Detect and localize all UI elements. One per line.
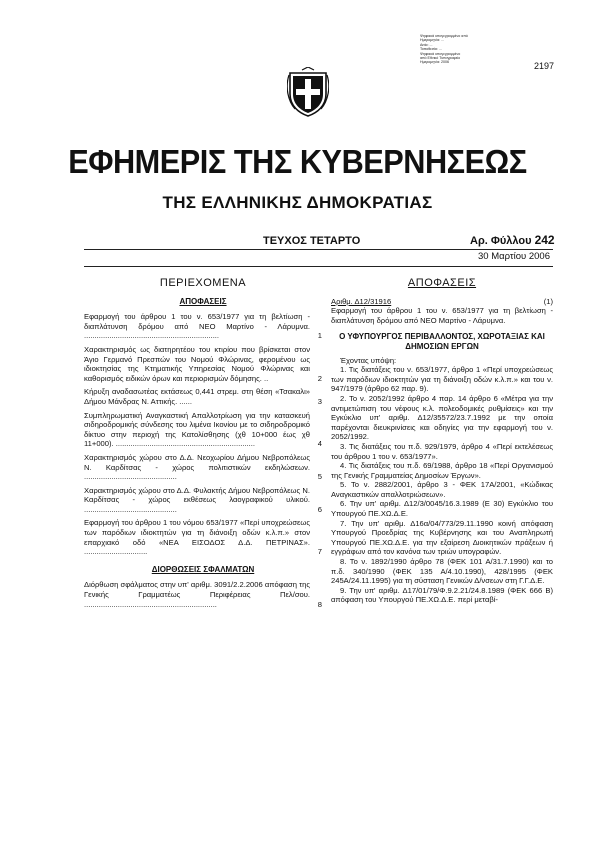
toc-entry-text: Διόρθωση σφάλματος στην υπ' αριθμ. 3091/2.2.2006 απόφαση της Γενικής Γραμματέως Περιφέρειας Πελ/σου. ............................................................... xyxy=(84,580,310,609)
toc-entry[interactable] xyxy=(84,345,322,383)
decision-paragraph: 7. Την υπ' αριθμ. Δ16α/04/773/29.11.1990 κοινή απόφαση Υπουργού Προεδρίας της Κυβέρνησης και του Αναπληρωτή Υπουργού ΠΕ.ΧΩ.Δ.Ε. για την εξαίρεση Διοικητικών πράξεων ή εγγράφων από τον κανόνα των τριών υπογραφών. xyxy=(331,518,553,557)
sheet-number xyxy=(470,233,555,247)
decision-paragraph: 1. Τις διατάξεις του ν. 653/1977, άρθρο 1 «Περί υποχρεώσεως των παρόδιων ιδιοκτητών για τη διάνοιξη οδών κ.λ.π.» και του ν. 947/1979 (άρθρο 62 παρ. 9). xyxy=(331,365,553,394)
toc-entry[interactable] xyxy=(84,580,322,609)
stamp-line: Ψηφιακά υπογεγραμμένο xyxy=(420,51,461,56)
toc-entry[interactable] xyxy=(84,387,322,406)
decision-title: Εφαρμογή του άρθρου 1 του ν. 653/1977 για τη βελτίωση - διαπλάτυνση δρόμου από ΝΕΟ Μαρτίνο - Λάρυμνα. xyxy=(331,306,553,325)
decision-paragraph: 5. Το ν. 2882/2001, άρθρο 3 - ΦΕΚ 17Α/2001, «Κώδικας Αναγκαστικών απαλλοτριώσεων». xyxy=(331,480,553,499)
toc-entry[interactable] xyxy=(84,411,322,449)
section-title-decisions: ΑΠΟΦΑΣΕΙΣ xyxy=(179,296,227,306)
toc-entry-text: Χαρακτηρισμός χώρου στο Δ.Δ. Νεοχωρίου Δήμου Νεβροπόλεως Ν. Καρδίτσας - χώρος πολιτιστικών εκδηλώσεων. ............................................ xyxy=(84,452,310,482)
decision-index: (1) xyxy=(543,296,553,306)
gazette-subtitle: ΤΗΣ ΕΛΛΗΝΙΚΗΣ ΔΗΜΟΚΡΑΤΙΑΣ xyxy=(162,193,433,212)
stamp-line: από Εθνικό Τυπογραφείο xyxy=(420,56,461,61)
stamp-line: Αιτία: ... xyxy=(420,42,433,47)
page-number: 2197 xyxy=(534,61,555,71)
toc-entry[interactable] xyxy=(84,518,322,556)
toc-entry-page: 6 xyxy=(317,504,322,514)
issue-date: 30 Μαρτίου 2006 xyxy=(478,251,550,262)
toc-entry-page: 3 xyxy=(317,396,322,406)
sheet-number-value: 242 xyxy=(534,233,555,247)
stamp-line: Ημερομηνία: 2006 xyxy=(420,60,450,65)
toc-entry-text: Συμπληρωματική Αναγκαστική Απαλλοτρίωση για την κατασκευή σιδηροδρομικής σύνδεσης του λιμένα Ικονίου με το σιδηροδρομικό δίκτυο στην περιοχή της Κατολίσθησης (χθ 10+000 έως χθ 11+000). .................................................................. xyxy=(84,410,310,449)
stamp-line: Ημερομηνία: ... xyxy=(420,38,445,43)
toc-entry-page: 1 xyxy=(317,331,322,341)
toc-entry[interactable] xyxy=(84,453,322,482)
toc-entry-text: Χαρακτηρισμός ως διατηρητέου του κτιρίου που βρίσκεται στον Άγιο Γερμανό Πρεσπών του Νομού Φλώρινας, φερομένου ως ιδιοκτησίας της Κτηματικής Υπηρεσίας Νομού Φλώρινας και καθορισμός ειδικών όρων και περιορισμών δόμησης. .. xyxy=(84,344,310,383)
toc-entry-page: 2 xyxy=(317,373,322,383)
decision-paragraph: 4. Τις διατάξεις του π.δ. 69/1988, άρθρο 18 «Περί Οργανισμού της Γενικής Γραμματείας Δημοσίων Έργων». xyxy=(331,461,553,480)
decision-reference xyxy=(331,297,553,307)
toc-entry-text: Κήρυξη αναδασωτέας εκτάσεως 0,441 στρεμ. στη θέση «Τσακαλι» Δήμου Μάνδρας Ν. Αττικής. ...... xyxy=(84,387,310,406)
decision-paragraph: 8. Το ν. 1892/1990 άρθρο 78 (ΦΕΚ 101 Α/31.7.1990) και το π.δ. 340/1990 (ΦΕΚ 135 Α/4.10.1990), 428/1995 (ΦΕΚ 245Α/24.11.1995) για τη σύσταση Γενικών Δ/νσεων στη Γ.Γ.Δ.Ε. xyxy=(331,557,553,586)
toc-entry-text: Εφαρμογή του άρθρου 1 του νόμου 653/1977 «Περί υποχρεώσεως των παρόδιων ιδιοκτητών για τη διάνοιξη οδών κ.λ.π.» στον επαρχιακό οδό «ΝΕΑ ΕΙΣΟΔΟΣ Δ.Δ. ΠΕΤΡΙΝΑΣ». .............................. xyxy=(84,518,310,557)
stamp-line: Τοποθεσία: ... xyxy=(420,47,442,52)
toc-entry[interactable] xyxy=(84,312,322,341)
issue-series: ΤΕΥΧΟΣ ΤΕΤΑΡΤΟ xyxy=(263,235,361,247)
stamp-line: Ψηφιακά υπογεγραμμένο από xyxy=(420,34,468,38)
greek-coat-of-arms-icon xyxy=(287,67,329,117)
toc-entry-text: Χαρακτηρισμός χώρου στο Δ.Δ. Φυλακτής Δήμου Νεβροπόλεως Ν. Καρδίτσας - χώρος εκθέσεως λαογραφικού υλικού. ............................................ xyxy=(84,485,310,514)
decision-intro: Έχοντας υπόψη: xyxy=(340,355,397,365)
contents-heading: ΠΕΡΙΕΧΟΜΕΝΑ xyxy=(159,277,247,289)
toc-entry-text: Εφαρμογή του άρθρου 1 του ν. 653/1977 για τη βελτίωση - διαπλάτυνση δρόμου από ΝΕΟ Μαρτίνο - Λάρυμνα. ................................................................ xyxy=(84,312,310,341)
decision-paragraph: 3. Τις διατάξεις του π.δ. 929/1979, άρθρο 4 «Περί εκτελέσεως του άρθρου 1 του ν. 653/1977». xyxy=(331,441,553,461)
decision-paragraph: 6. Την υπ' αριθμ. Δ12/3/0045/16.3.1989 (Ε 30) Εγκύκλιο του Υπουργού ΠΕ.ΧΩ.Δ.Ε. xyxy=(331,499,553,519)
sheet-number-label: Αρ. Φύλλου xyxy=(470,235,532,247)
header-rule xyxy=(84,266,553,267)
decisions-heading: ΑΠΟΦΑΣΕΙΣ xyxy=(407,277,477,289)
gazette-title: ΕΦΗΜΕΡΙΣ ΤΗΣ ΚΥΒΕΡΝΗΣΕΩΣ xyxy=(68,143,527,180)
toc-entry[interactable] xyxy=(84,486,322,515)
toc-entry-page: 8 xyxy=(317,599,322,609)
decision-authority: Ο ΥΦΥΠΟΥΡΓΟΣ ΠΕΡΙΒΑΛΛΟΝΤΟΣ, ΧΩΡΟΤΑΞΙΑΣ ΚΑΙ ΔΗΜΟΣΙΩΝ ΕΡΓΩΝ xyxy=(339,332,545,351)
contents-column xyxy=(84,279,322,613)
decision-paragraph: 2. Το ν. 2052/1992 άρθρο 4 παρ. 14 άρθρο 6 «Μέτρα για την αντιμετώπιση του νέφους κ.λ. πολεοδομικές ρυθμίσεις» και την Εγκύκλιο υπ' αριθμ. Δ12/35572/23.7.1992 με την οποία παρέχονται διευκρινίσεις και οδηγίες για την εφαρμογή του ν. 2052/1992. xyxy=(331,393,553,442)
decision-number: Αριθμ. Δ12/31916 xyxy=(331,296,392,306)
digital-signature-stamp xyxy=(420,34,492,65)
header-rule xyxy=(84,249,553,250)
toc-entry-page: 7 xyxy=(317,547,322,557)
decision-paragraph: 9. Την υπ' αριθμ. Δ17/01/79/Φ.9.2.21/24.8.1989 (ΦΕΚ 666 Β) απόφαση του Υπουργού ΠΕ.ΧΩ.Δ.Ε. περί μεταβί- xyxy=(331,585,553,605)
decisions-column xyxy=(331,279,553,605)
section-title-corrections: ΔΙΟΡΘΩΣΕΙΣ ΣΦΑΛΜΑΤΩΝ xyxy=(151,564,255,574)
toc-entry-page: 5 xyxy=(317,472,322,482)
toc-entry-page: 4 xyxy=(317,439,322,449)
